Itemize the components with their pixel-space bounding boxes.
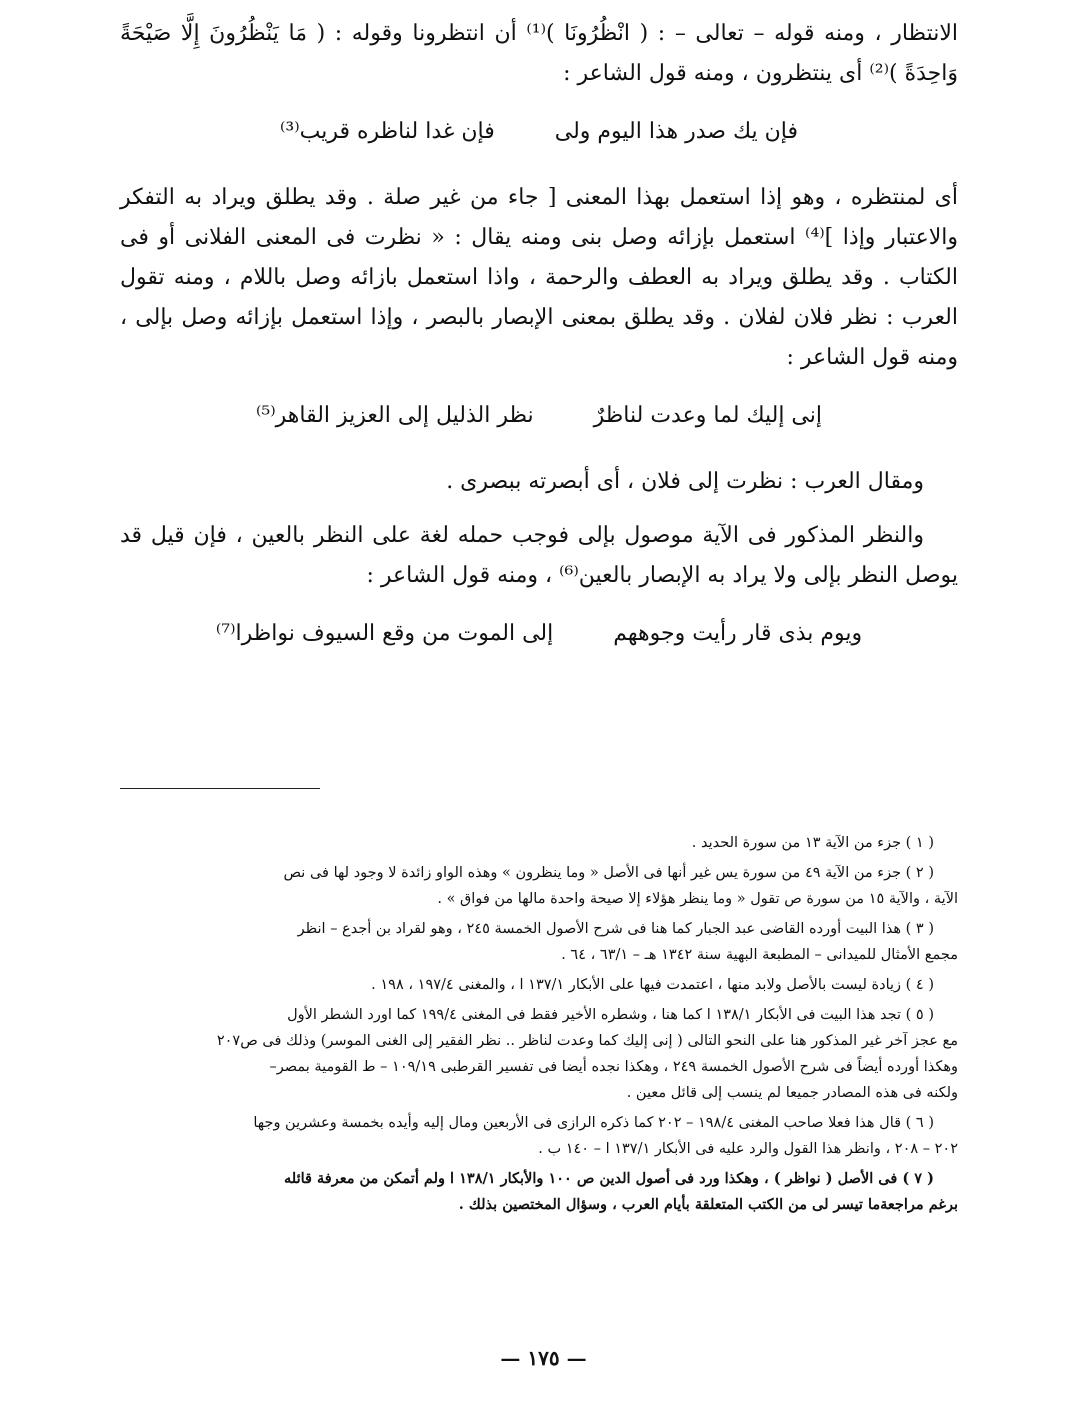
footnote-5 bbox=[120, 1002, 958, 1106]
verse-2 bbox=[120, 396, 958, 436]
footnote-6-line-2: ٢٠٢ – ٢٠٨ ، وانظر هذا القول والرد عليه فى الأبكار ١٣٧/١ ا – ١٤٠ ب . bbox=[538, 1141, 958, 1157]
verse-1-second-hemistich: فإن غدا لناظره قريب⁽³⁾ bbox=[280, 119, 495, 144]
footnote-7-line-2: برغم مراجعةما تيسر لى من الكتب المتعلقة بأيام العرب ، وسؤال المختصين بذلك . bbox=[458, 1196, 958, 1213]
verse-2-second-hemistich: نظر الذليل إلى العزيز القاهر⁽⁵⁾ bbox=[255, 403, 534, 428]
footnote-2-line-2: الآية ، والآية ١٥ من سورة ص تقول « وما ينظر هؤلاء إلا صيحة واحدة مالها من فواق » . bbox=[437, 891, 958, 907]
footnote-5-line-3: وهكذا أورده أيضاً فى شرح الأصول الخمسة ٢٤٩ ، وهكذا نجده أيضا فى تفسير القرطبى ١٠٩/١٩ – ط القومية بمصر– bbox=[269, 1059, 958, 1075]
page-body bbox=[120, 14, 958, 1394]
footnote-1: ( ١ ) جزء من الآية ١٣ من سورة الحديد . bbox=[691, 835, 934, 851]
paragraph-3: ومقال العرب : نظرت إلى فلان ، أى أبصرته ببصرى . bbox=[446, 469, 924, 494]
footnote-2-line-1: ( ٢ ) جزء من الآية ٤٩ من سورة يس غير أنها فى الأصل « وما ينظرون » وهذه الواو زائدة لا وجود لها فى نص bbox=[283, 865, 934, 881]
footnote-separator bbox=[120, 788, 320, 789]
footnote-6-line-1: ( ٦ ) قال هذا فعلا صاحب المغنى ١٩٨/٤ – ٢٠٢ كما ذكره الرازى فى الأربعين ومال إليه وأيده بخمسة وعشرين وجها bbox=[253, 1115, 934, 1131]
footnote-4: ( ٤ ) زيادة ليست بالأصل ولابد منها ، اعتمدت فيها على الأبكار ١٣٧/١ ا ، والمغنى ١٩٧/٤ ، ١٩٨ . bbox=[371, 977, 934, 993]
page-number: — ١٧٥ — bbox=[500, 1346, 587, 1370]
verse-3-first-hemistich: ويوم بذى قار رأيت وجوههم bbox=[613, 621, 863, 646]
footnote-6 bbox=[120, 1110, 958, 1162]
footnote-7-line-1: ( ٧ ) فى الأصل ( نواظر ) ، وهكذا ورد فى أصول الدين ص ١٠٠ والأبكار ١٣٨/١ ا ولم أتمكن من معرفة قائله bbox=[284, 1170, 934, 1187]
footnote-5-line-4: ولكنه فى هذه المصادر جميعا لم ينسب إلى قائل معين . bbox=[626, 1085, 958, 1101]
verse-3 bbox=[120, 614, 958, 654]
footnotes bbox=[120, 830, 958, 1222]
footnote-2 bbox=[120, 860, 958, 912]
footnote-3-line-1: ( ٣ ) هذا البيت أورده القاضى عبد الجبار كما هنا فى شرح الأصول الخمسة ٢٤٥ ، وهو لقراد بن أجدع – انظر bbox=[297, 921, 934, 937]
footnote-3-line-2: مجمع الأمثال للميدانى – المطبعة البهية سنة ١٣٤٢ هـ – ٦٣/١ ، ٦٤ . bbox=[561, 947, 958, 963]
footnote-7 bbox=[120, 1166, 958, 1218]
verse-2-first-hemistich: إنى إليك لما وعدت لناظرٌ bbox=[593, 403, 823, 428]
verse-3-second-hemistich: إلى الموت من وقع السيوف نواظرا⁽⁷⁾ bbox=[215, 621, 554, 646]
paragraph-2: أى لمنتظره ، وهو إذا استعمل بهذا المعنى [ جاء من غير صلة . وقد يطلق ويراد به التفكر والاعتبار وإذا ]⁽⁴⁾ استعمل بإزائه وصل بنى ومنه يقال : « نظرت فى المعنى الفلانى أو فى الكتاب . وقد يطلق ويراد به العطف والرحمة ، واذا استعمل بازائه وصل باللام ، ومنه تقول العرب : نظر فلان لفلان . وقد يطلق بمعنى الإبصار بالبصر ، وإذا استعمل بإزائه وصل بإلى ، ومنه قول الشاعر : bbox=[120, 185, 958, 370]
verse-1 bbox=[120, 112, 958, 152]
paragraph-1: الانتظار ، ومنه قوله – تعالى – : ( انْظُرُونَا )⁽¹⁾ أن انتظرونا وقوله : ( مَا يَنْظُرُونَ إِلَّا صَيْحَةً وَاحِدَةً )⁽²⁾ أى ينتظرون ، ومنه قول الشاعر : bbox=[120, 21, 958, 86]
footnote-5-line-2: مع عجز آخر غير المذكور هنا على النحو التالى ( إنى إليك كما وعدت لناظر .. نظر الفقير إلى الغنى الموسر) وذلك فى ص٢٠٧ bbox=[216, 1033, 958, 1049]
paragraph-4: والنظر المذكور فى الآية موصول بإلى فوجب حمله لغة على النظر بالعين ، فإن قيل قد يوصل النظر بإلى ولا يراد به الإبصار بالعين⁽⁶⁾ ، ومنه قول الشاعر : bbox=[120, 523, 958, 588]
footnote-3 bbox=[120, 916, 958, 968]
main-text bbox=[120, 14, 958, 654]
footnote-5-line-1: ( ٥ ) تجد هذا البيت فى الأبكار ١٣٨/١ ا كما هنا ، وشطره الأخير فقط فى المغنى ١٩٩/٤ كما اورد الشطر الأول bbox=[287, 1007, 934, 1023]
verse-1-first-hemistich: فإن يك صدر هذا اليوم ولى bbox=[554, 119, 798, 144]
